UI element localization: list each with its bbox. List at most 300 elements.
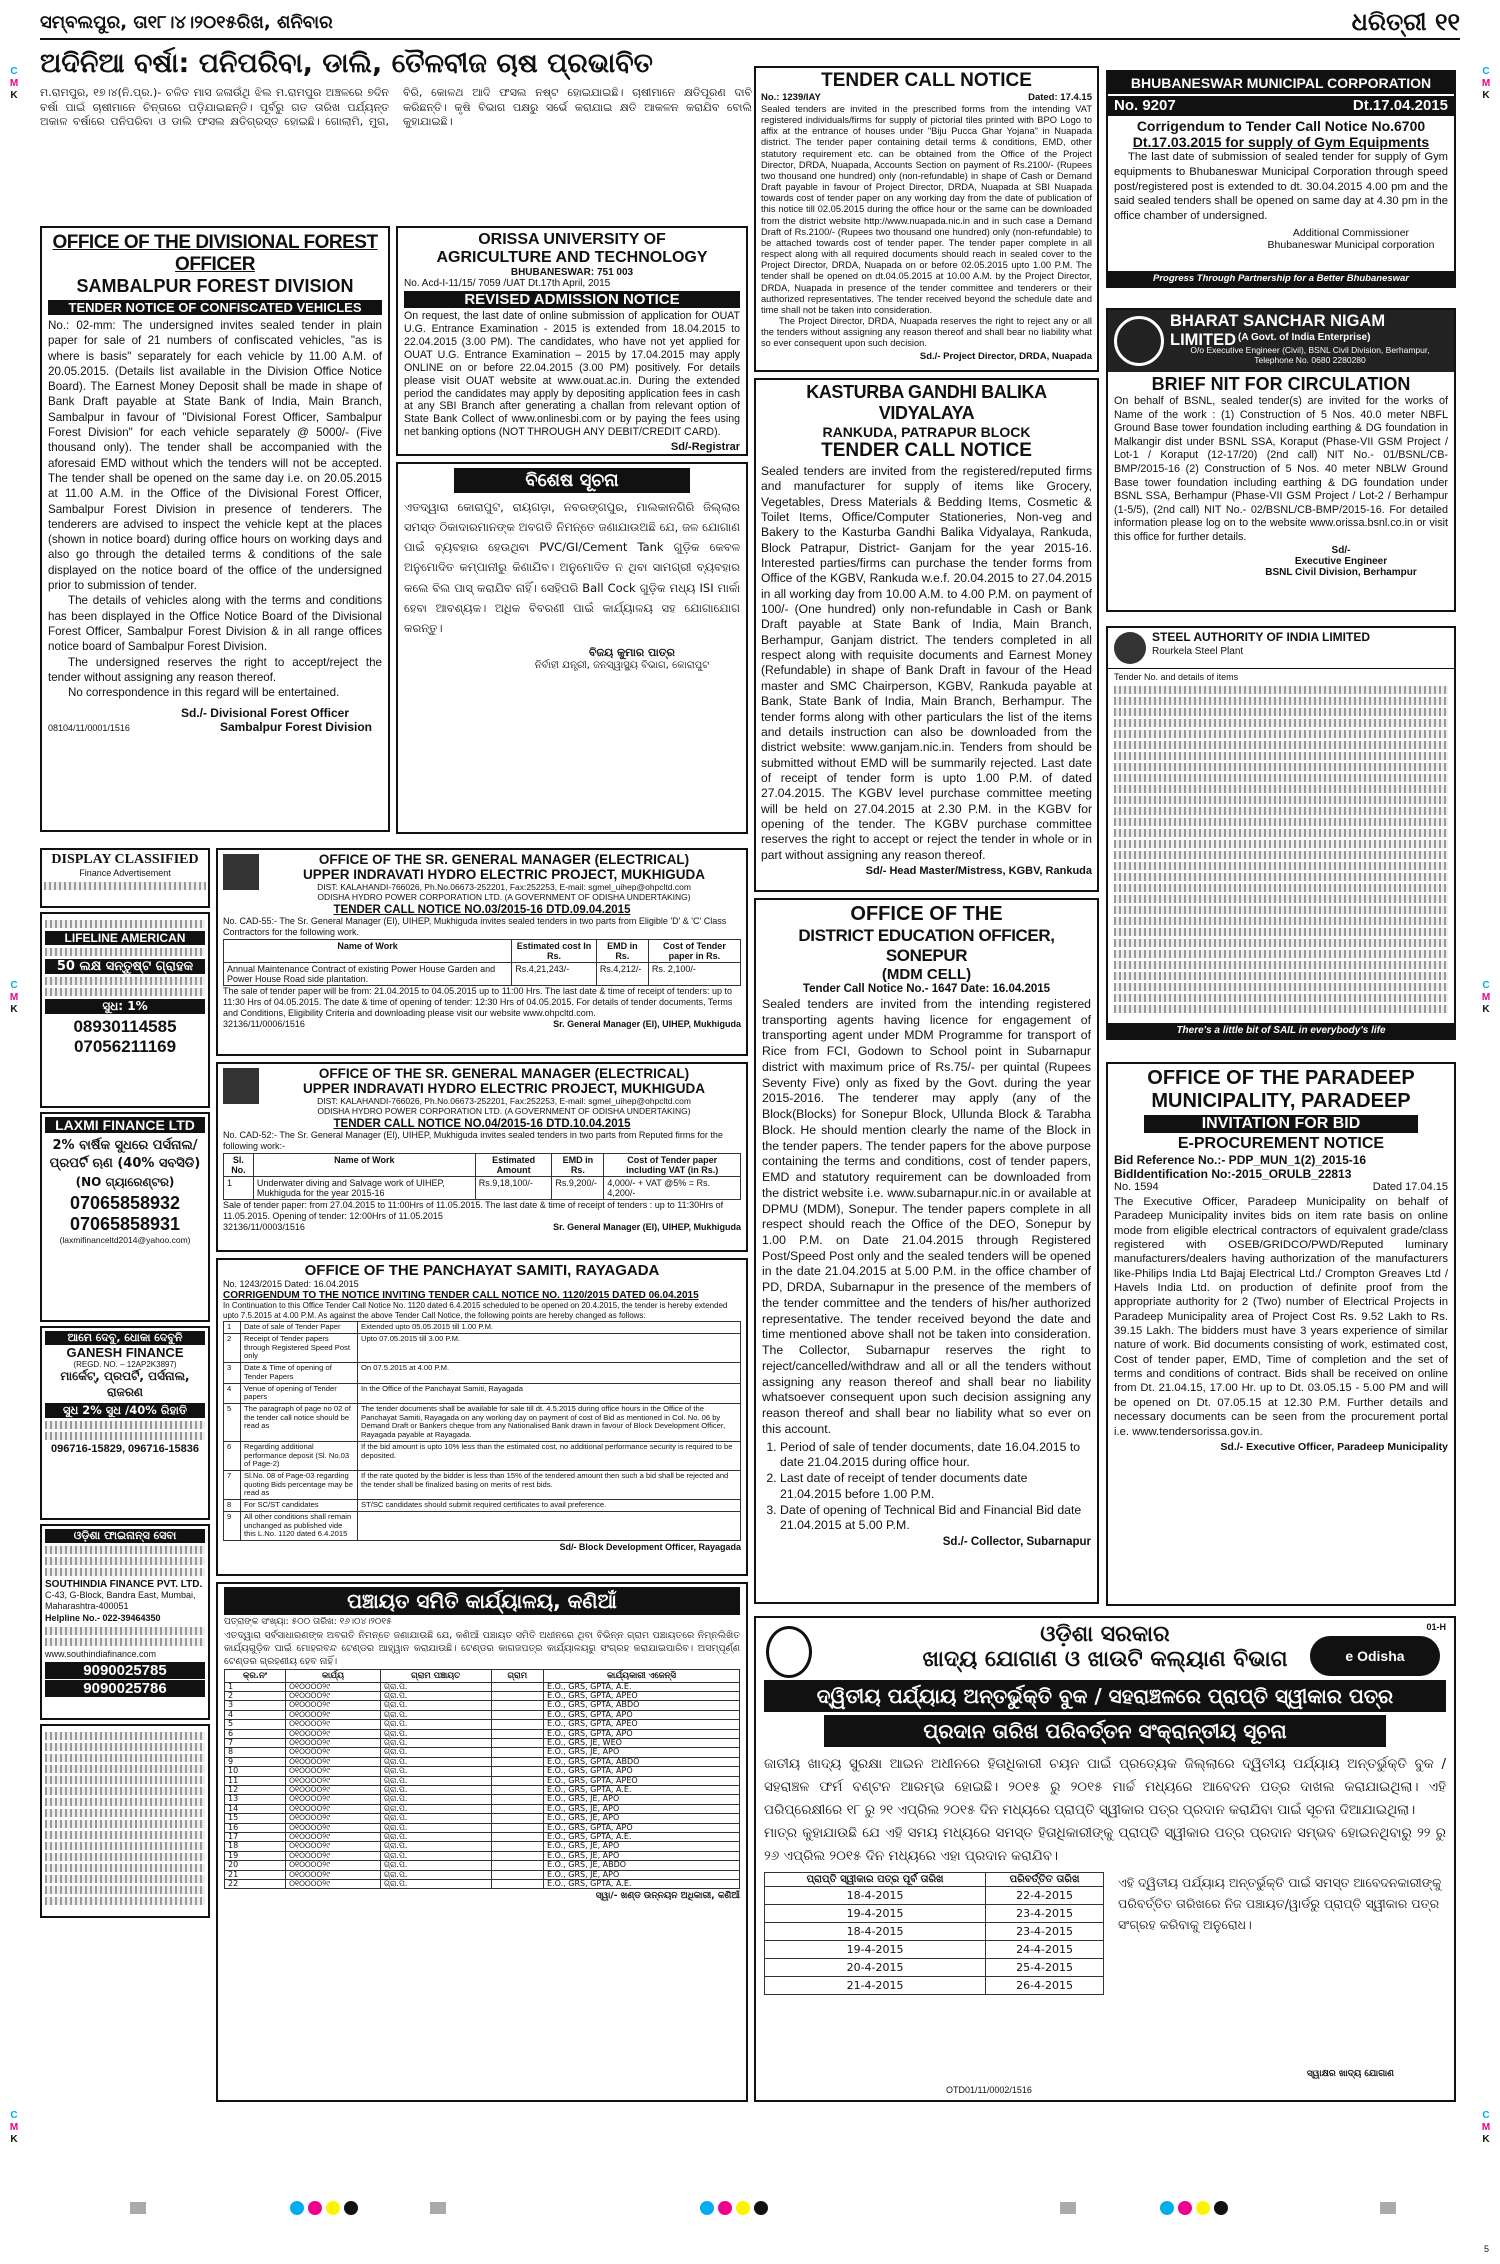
uihep1-note: The sale of tender paper will be from: 21.04.2015 to 04.05.2015 up to 11:00 Hrs. The last date & time of receipt of tenders: up to 11:30 Hrs of 04.05.2015. The date & time of opening of tender: 12:30 Hrs of 04.05.2015. For details of tender documents, Terms and Conditions, Eligibility Criteria and downloading please visit our website www.ohpcltd.com.	[223, 985, 733, 1018]
paradeep-title1: OFFICE OF THE PARADEEP	[1147, 1067, 1415, 1089]
panchayat-cell: ଗ୍ରା.ପ.	[380, 1757, 491, 1766]
rayagada-cell: 3	[224, 1363, 241, 1383]
kgbv-sig: Sd/- Head Master/Mistress, KGBV, Rankuda	[865, 864, 1092, 877]
panchayat-row	[225, 1720, 740, 1729]
panchayat-cell: 18	[225, 1842, 286, 1851]
panchayat-cell: ଗ୍ରା.ପ.	[380, 1842, 491, 1851]
uihep2-table	[223, 1153, 741, 1200]
bsnl-sig1: Sd/-	[1331, 544, 1351, 556]
reg-k: K	[10, 90, 18, 101]
uihep1-td: Rs. 2,100/-	[648, 962, 740, 985]
bmc-tagline: Progress Through Partnership for a Better Bhubaneswar	[1108, 271, 1454, 286]
panchayat-cell: E.O., GRS, GPTA, APEO	[544, 1720, 740, 1729]
deo-item: 1. Period of sale of tender documents, date 16.04.2015 to date 21.04.2015 during office hour.	[780, 1440, 1091, 1471]
kgbv-heading: TENDER CALL NOTICE	[821, 440, 1032, 461]
registration-mark-left	[6, 66, 22, 126]
panchayat-cell: E.O., GRS, JE, APO	[544, 1851, 740, 1860]
forest-title: OFFICE OF THE DIVISIONAL FOREST OFFICER	[52, 232, 378, 275]
panchayat-cell: 6	[225, 1729, 286, 1738]
reg-k: K	[1482, 90, 1490, 101]
uihep2-td: 4,000/- + VAT @5% = Rs. 4,200/-	[604, 1176, 741, 1199]
rayagada-row	[224, 1471, 741, 1500]
reg-c: C	[1482, 66, 1490, 77]
rayagada-title: OFFICE OF THE PANCHAYAT SAMITI, RAYAGADA	[304, 1262, 660, 1279]
masthead-title: ଧରିତ୍ରୀ ୧୧	[1351, 8, 1460, 36]
rayagada-row	[224, 1322, 741, 1334]
panchayat-cell	[491, 1823, 544, 1832]
panchayat-cell: ୦୧୦୦୦୦୨୯	[286, 1720, 381, 1729]
bsnl-title: BHARAT SANCHAR NIGAM LIMITED	[1170, 312, 1386, 349]
panchayat-cell: 11	[225, 1776, 286, 1785]
bmc-sub1: Corrigendum to Tender Call Notice No.6700	[1136, 118, 1426, 134]
panchayat-cell	[491, 1710, 544, 1719]
govt-dates-cell: 22-4-2015	[986, 1886, 1104, 1904]
panchayat-cell: 9	[225, 1757, 286, 1766]
panchayat-cell	[491, 1785, 544, 1794]
bsnl-sub: (A Govt. of India Enterprise)	[1238, 332, 1371, 343]
panchayat-cell: 19	[225, 1851, 286, 1860]
reg-dot-k	[1214, 2201, 1228, 2215]
govt-dates-cell: 23-4-2015	[986, 1904, 1104, 1922]
deo-body: Sealed tenders are invited from the intending registered transporting agents having licence for engagement of transporting agent under MDM Programme for transport of Rice from FCI, Godown to School point in Subarnapur district with maximum price of Rs.75/- per quintal (Rupees Seventy Five) only as fixed by the Govt. during the year 2015-2016. The tenderer may apply (any of the Block(Blocks) for Sonepur Block, Ullunda Block & Tarabha Block. He should mention clearly the name of the Block in the tender papers. The tender papers for the above purpose containing the terms and conditions, cost of tender papers, EMD and statutory requirement can be downloaded from the district website i.e. www.subarnapur.nic.in or available at DPMU (MDM), Sonepur. The tender papers complete in all respect should reach the Office of the DEO, Sonepur by 1.00 P.M. on Date 21.04.2015 through Registered Post/Speed Post only and the sealed tenders will be opened in the date 21.04.2015 at 5.00 P.M. in the office chamber of PD, DRDA, Subarnapur in the presence of the members of the tender committee and the tenders of his/her authorized representative. The tender received beyond the date and time mentioned above shall not be taken into consideration. The Collector, Subarnapur reserves the right to reject/cancelled/withdraw and all or all the tenders without assigning any reason thereof and shall bear no liability whatsoever consequent upon such decision assigning any reason thereof and shall bear no liability what so ever on this account.	[762, 997, 1091, 1436]
laxmi-phone1: 07065858932	[69, 1193, 181, 1214]
reg-dot-y	[736, 2201, 750, 2215]
drda-body2: The Project Director, DRDA, Nuapada reserves the right to reject any or all the tenders without assigning any reason thereof and shall bear no liability what so ever consequent upon such decision.	[761, 315, 1092, 349]
special-notice-body: ଏତଦ୍ୱାରା କୋରାପୁଟ, ରାୟଗଡ଼ା, ନବରଙ୍ଗପୁର, ମାଲକାନଗିରି ଜିଲ୍ଲାର ସମସ୍ତ ଠିକାଦାରମାନଙ୍କ ଅବଗତି ନିମନ୍ତେ ଜଣାଯାଉଅଛି ଯେ, ଜଳ ଯୋଗାଣ ପାଇଁ ବ୍ୟବହାର ହେଉଥିବା PVC/GI/Cement Tank ଗୁଡ଼ିକ କେବଳ ଅନୁମୋଦିତ କମ୍ପାନୀରୁ କିଣାଯିବ। ଅନୁମୋଦିତ ନ ଥିବା ସାମଗ୍ରୀ ବ୍ୟବହାର କଲେ ବିଲ ପାସ୍ କରାଯିବ ନାହିଁ। ସେହିପରି Ball Cock ଗୁଡ଼ିକ ମଧ୍ୟ ISI ମାର୍କା ହେବା ଆବଶ୍ୟକ। ଅଧିକ ବିବରଣୀ ପାଇଁ କାର୍ଯ୍ୟାଳୟ ସହ ଯୋଗାଯୋଗ କରନ୍ତୁ।	[404, 500, 740, 635]
bsnl-body: On behalf of BSNL, sealed tender(s) are invited for the works of Name of the work : (1) Construction of 5 Nos. 40.0 meter NBFL Ground Base tower foundation including earthing & DG foundation in Malkangir dist under BSNL SSA, Koraput (Phase-VII GSM Project / Lot-1 / Koraput (12-17/20) (2nd call) NIT No.- 01/BSNL/CB-BMP/2015-16 (2) Construction of 5 Nos. 40 meter NBLW Ground Base tower foundation including earthing & DG foundation under BSNL SSA, Berhampur (Phase-VII GSM Project / Lot-2 / Berhampur (1-5/5), (2nd call) NIT No.- 02/BSNL/CB-BMP/2015-16. For detailed information please log on to the website www.orissa.bsnl.co.in or visit this office for further details.	[1114, 395, 1448, 543]
uihep2-addr: DIST: KALAHANDI-766026, Ph.No.06673-252201, Fax:252253, E-mail: sgmel_uihep@ohpcltd.com	[317, 1096, 691, 1106]
lifeline-ad	[40, 912, 210, 1108]
forest-tender-notice	[40, 226, 390, 832]
sail-tender	[1106, 626, 1456, 1040]
rayagada-cell: 7	[224, 1471, 241, 1500]
uihep2-th: Sl. No.	[224, 1153, 254, 1176]
rayagada-cell: Upto 07.05.2015 till 3.00 P.M.	[358, 1333, 741, 1362]
panchayat-cell: 20	[225, 1861, 286, 1870]
reg-m: M	[9, 992, 19, 1003]
govt-dates-row	[765, 1904, 1104, 1922]
southindia-web: www.southindiafinance.com	[45, 1648, 157, 1659]
forest-p1: No.: 02-mm: The undersigned invites sealed tender in plain paper for sale of 21 numbers of confiscated vehicles, "as is where is basis" separately for each vehicle by 11.00 A.M. of 20.05.2015. (Details list available in the Division Office Notice Board). The Earnest Money Deposit shall be made in shape of Bank Draft payable at State Bank of India, Main Branch, Sambalpur in favour of "Divisional Forest Officer, Sambalpur Forest Division" for each vehicle separately @ 5000/- (Five thousand only). The tender shall be accompanied with the aforesaid EMD without which the tenders will not be accepted. The tender shall be opened on the same day i.e. on 20.05.2015 at 11.00 A.M. in the Office of the Divisional Forest Officer, Sambalpur Forest Division in presence of tenderers. The tenderers are advised to inspect the vehicle kept at the places (shown in notice board) during office hours on working days and also go through the detailed terms & conditions of the sale displayed on the notice board of the office of the undersigned prior to submission of tender.	[48, 319, 382, 593]
panchayat-cell	[491, 1701, 544, 1710]
rayagada-row	[224, 1333, 741, 1362]
panchayat-row	[225, 1701, 740, 1710]
panchayat-cell	[491, 1851, 544, 1860]
deo-tender-notice	[754, 898, 1099, 1604]
special-notice-sig2: ନିର୍ବାହୀ ଯନ୍ତ୍ରୀ, ଜନସ୍ୱାସ୍ଥ୍ୟ ବିଭାଗ, କୋରାପୁଟ	[534, 659, 710, 671]
panchayat-cell: ୦୧୦୦୦୦୨୯	[286, 1757, 381, 1766]
govt-dates-row	[765, 1922, 1104, 1940]
ouat-body: On request, the last date of online submission of application for OUAT U.G. Entrance Examination - 2015 is extended from 18.04.2015 to 22.04.2015 (3.00 PM). The candidates, who have not yet applied for OUAT U.G. Entrance Examination – 2015 by 17.04.2015 may apply ONLINE on or before 22.04.2015 (3.00 PM) positively. For details please visit OUAT website at www.ouat.ac.in. During the extended period the candidates may apply by depositing application fees in cash at any SBI Branch after generating a challan from relevant option of State Bank Collect of www.onlinesbi.com or by paying the fees using net banking options (NOT THROUGH ANY DEBIT/CREDIT CARD).	[404, 310, 740, 439]
panchayat-cell: E.O., GRS, GPTA, APO	[544, 1729, 740, 1738]
rayagada-cell: Venue of opening of Tender papers	[241, 1383, 358, 1403]
reg-k: K	[1482, 1004, 1490, 1015]
grey-patch	[1380, 2202, 1396, 2214]
uihep1-sig: Sr. General Manager (El), UIHEP, Mukhiguda	[553, 1019, 741, 1030]
panchayat-cell: 7	[225, 1739, 286, 1748]
southindia-phone1: 9090025785	[45, 1662, 205, 1679]
paradeep-sub: E-PROCUREMENT NOTICE	[1177, 1135, 1385, 1152]
panchayat-body: ଏତଦ୍ୱାରା ସର୍ବସାଧାରଣଙ୍କ ଅବଗତି ନିମନ୍ତେ ଜଣାଯାଉଛି ଯେ, କଣିଆଁ ପଞ୍ଚାୟତ ସମିତି ଅଧୀନରେ ଥିବା ବିଭିନ୍ନ ଗ୍ରାମ ପଞ୍ଚାୟତରେ ନିମ୍ନଲିଖିତ କାର୍ଯ୍ୟଗୁଡ଼ିକ ପାଇଁ ମୋହରବନ୍ଦ ଟେଣ୍ଡର ଆହ୍ୱାନ କରାଯାଉଛି। ଟେଣ୍ଡର କାଗଜପତ୍ର କାର୍ଯ୍ୟାଳୟରୁ ସଂଗ୍ରହ କରାଯାଇପାରିବ। ଅସମ୍ପୂର୍ଣ୍ଣ ଟେଣ୍ଡର ଗ୍ରହଣୀୟ ହେବ ନାହିଁ।	[224, 1630, 740, 1667]
forest-p3: The undersigned reserves the right to accept/reject the tender without assigning any reason thereof.	[48, 655, 382, 684]
kgbv-tender-notice	[754, 378, 1099, 892]
govt-dates-cell: 23-4-2015	[986, 1922, 1104, 1940]
panchayat-th: କାର୍ଯ୍ୟକାରୀ ଏଜେନ୍ସି	[544, 1669, 740, 1682]
panchayat-cell	[491, 1832, 544, 1841]
panchayat-row	[225, 1814, 740, 1823]
panchayat-cell	[491, 1757, 544, 1766]
forest-division: SAMBALPUR FOREST DIVISION	[76, 276, 354, 296]
uihep1-td: Annual Maintenance Contract of existing Power House Garden and Power House Road side plantation.	[224, 962, 512, 985]
bsnl-sig3: BSNL Civil Division, Berhampur	[1265, 566, 1417, 578]
ouat-ref: No. Acd-I-11/15/ 7059 /UAT Dt.17th April, 2015	[404, 278, 611, 289]
panchayat-cell: 12	[225, 1785, 286, 1794]
deo-item: 2. Last date of receipt of tender documents date 21.04.2015 before 1.00 P.M.	[780, 1471, 1091, 1502]
rayagada-cell: If the bid amount is upto 10% less than the estimated cost, no additional performance security is required to be deposited.	[358, 1441, 741, 1470]
rayagada-cell: 8	[224, 1500, 241, 1512]
drda-ref: No.: 1239/IAY	[761, 92, 821, 103]
panchayat-cell	[491, 1776, 544, 1785]
page-number: 5	[1484, 2244, 1490, 2254]
govt-title1: ଓଡ଼ିଶା ସରକାର	[1040, 1622, 1170, 1647]
uihep1-corp: ODISHA HYDRO POWER CORPORATION LTD. (A GOVERNMENT OF ODISHA UNDERTAKING)	[317, 892, 691, 902]
panchayat-th: କାର୍ଯ୍ୟ	[286, 1669, 381, 1682]
sail-sub: Rourkela Steel Plant	[1152, 646, 1244, 657]
panchayat-cell	[491, 1795, 544, 1804]
uihep2-note: Sale of tender paper: from 27.04.2015 to 11:00Hrs of 11.05.2015. The last date & time of receipt of tenders : up to 11:30Hrs of 11.05.2015. Opening of tender: 12:00Hrs of 11.05.2015	[223, 1199, 724, 1221]
panchayat-cell: ଗ୍ରା.ପ.	[380, 1814, 491, 1823]
panchayat-cell: ୦୧୦୦୦୦୨୯	[286, 1692, 381, 1701]
kgbv-sub: RANKUDA, PATRAPUR BLOCK	[822, 424, 1031, 440]
panchayat-cell: 4	[225, 1710, 286, 1719]
color-bar	[0, 2196, 1500, 2226]
rayagada-cell: Date of sale of Tender Paper	[241, 1322, 358, 1334]
uihep1-td: Rs.4,212/-	[596, 962, 648, 985]
panchayat-table	[224, 1669, 740, 1890]
panchayat-cell: ୦୧୦୦୦୦୨୯	[286, 1767, 381, 1776]
laxmi-phone2: 07065858931	[69, 1214, 181, 1235]
uihep-tender-1	[216, 848, 748, 1056]
paradeep-date: Dated 17.04.15	[1372, 1181, 1448, 1193]
panchayat-cell: ୦୧୦୦୦୦୨୯	[286, 1870, 381, 1879]
govt-para1: ଜାତୀୟ ଖାଦ୍ୟ ସୁରକ୍ଷା ଆଇନ ଅଧୀନରେ ହିତାଧିକାରୀ ଚୟନ ପାଇଁ ପ୍ରତ୍ୟେକ ଜିଲ୍ଲାରେ ଦ୍ୱିତୀୟ ପର୍ଯ୍ୟାୟ ଅନ୍ତର୍ଭୁକ୍ତି ବୁକ / ସହରାଞ୍ଚଳ ଫର୍ମ ବଣ୍ଟନ ଆରମ୍ଭ ହୋଇଛି। ୨୦୧୫ ରୁ ୨୦୧୫ ମାର୍ଚ୍ଚ ମଧ୍ୟରେ ଆବେଦନ ପତ୍ର ଦାଖଲ କରାଯାଇଥିଲା। ଏହି ପରିପ୍ରେକ୍ଷୀରେ ୧୮ ରୁ ୨୧ ଏପ୍ରିଲ ୨୦୧୫ ଦିନ ମଧ୍ୟରେ ପ୍ରାପ୍ତି ସ୍ୱୀକାର ପତ୍ର ପ୍ରଦାନ କରାଯିବା ପାଇଁ ସୂଚନା ଦିଆଯାଇଥିଲା।	[764, 1756, 1446, 1818]
rayagada-row	[224, 1511, 741, 1540]
govt-dates-th: ପ୍ରାପ୍ତି ସ୍ୱୀକାର ପତ୍ର ପୂର୍ବ ତାରିଖ	[765, 1872, 986, 1886]
govt-tag: 01-H	[1426, 1622, 1446, 1632]
reg-dot-m	[718, 2201, 732, 2215]
rayagada-heading: CORRIGENDUM TO THE NOTICE INVITING TENDER CALL NOTICE NO. 1120/2015 DATED 06.04.2015	[223, 1290, 699, 1302]
panchayat-cell: ଗ୍ରା.ପ.	[380, 1851, 491, 1860]
bmc-sig2: Bhubaneswar Municipal corporation	[1267, 238, 1435, 251]
panchayat-cell: ୦୧୦୦୦୦୨୯	[286, 1832, 381, 1841]
panchayat-ref: ପତ୍ରାଙ୍କ ସଂଖ୍ୟା: ୫୦୦ ତାରିଖ: ୧୬।୦୪।୨୦୧୫	[224, 1617, 392, 1627]
panchayat-row	[225, 1767, 740, 1776]
bmc-body: The last date of submission of sealed tender for supply of Gym equipments to Bhubaneswar Municipal Corporation through speed post/registered post is extended to dt. 30.04.2015 4.00 pm and the said sealed tenders shall be opened on same day at 4.30 pm in the office chamber of undersigned.	[1114, 151, 1448, 223]
uihep1-th: Name of Work	[224, 939, 512, 962]
panchayat-cell: ୦୧୦୦୦୦୨୯	[286, 1729, 381, 1738]
masthead-date: ସମ୍ବଲପୁର, ତା୧୮।୪।୨୦୧୫ରିଖ, ଶନିବାର	[40, 12, 333, 33]
ouat-subtitle: REVISED ADMISSION NOTICE	[404, 291, 740, 308]
southindia-top: ଓଡ଼ିଶା ଫାଇନାନ୍ସ ସେବା	[45, 1529, 205, 1543]
panchayat-cell: 21	[225, 1870, 286, 1879]
uihep1-title1: OFFICE OF THE SR. GENERAL MANAGER (ELECTRICAL)	[318, 852, 690, 867]
paradeep-body: The Executive Officer, Paradeep Municipality on behalf of Paradeep Municipality invites bids on item rate basis on online mode from eligible electrical contractors of equivalent grade/class registered with OSEB/GRIDCO/PWD/Reputed luminary manufacturers/dealers having authorization of the manufacturers like-Philips India Ltd Bajaj Electrical Ltd./ Crompton Greaves Ltd / Havels India Ltd. on production of definite proof from the appropriate authority for 2 (Two) number of Electrical Projects in Paradeep Municipality area of Project Cost Rs. 9.52 Lakh to Rs. 39.15 Lakh. The bidders must have 3 years experience of similar nature of work. Bid documents consisting of work, estimated cost, Cost of tender paper, EMD, Time of completion and the set of terms and conditions of contract. Bids shall be received on online from Dt. 21.04.15, 17.00 Hr. up to Dt. 03.05.15 - 5.00 PM and will be opened on Dt. 07.05.15 at 12.30 P.M. Further details and necessary documents can be seen from the procurement portal i.e. www.tendersorissa.gov.in.	[1114, 1196, 1448, 1438]
panchayat-cell: E.O., GRS, GPTA, ABDO	[544, 1701, 740, 1710]
reg-m: M	[1481, 78, 1491, 89]
bmc-title: BHUBANESWAR MUNICIPAL CORPORATION	[1108, 72, 1454, 94]
drda-tender-notice	[754, 66, 1099, 372]
panchayat-cell: ଗ୍ରା.ପ.	[380, 1729, 491, 1738]
rayagada-cell: 5	[224, 1404, 241, 1442]
uihep2-th: Estimated Amount	[475, 1153, 552, 1176]
ganesh-phone: 096716-15829, 096716-15836	[50, 1443, 200, 1456]
uihep1-heading: TENDER CALL NOTICE NO.03/2015-16 DTD.09.04.2015	[333, 904, 631, 916]
panchayat-cell: 10	[225, 1767, 286, 1776]
rayagada-row	[224, 1500, 741, 1512]
govt-emblem-icon	[766, 1626, 812, 1678]
forest-ref: 08104/11/0001/1516	[48, 723, 130, 734]
ganesh-rate: ସୁଧ 2% ସୁଧ /40% ରିହାତି	[45, 1403, 205, 1418]
panchayat-cell: ଗ୍ରା.ପ.	[380, 1776, 491, 1785]
panchayat-cell: ଗ୍ରା.ପ.	[380, 1682, 491, 1691]
uihep-tender-2	[216, 1062, 748, 1252]
bmc-sig1: Additional Commissioner	[1292, 226, 1410, 239]
panchayat-cell: 13	[225, 1795, 286, 1804]
panchayat-cell: 2	[225, 1692, 286, 1701]
panchayat-cell: ୦୧୦୦୦୦୨୯	[286, 1785, 381, 1794]
uihep1-title2: UPPER INDRAVATI HYDRO ELECTRIC PROJECT, MUKHIGUDA	[302, 867, 706, 882]
panchayat-th: ଗ୍ରାମ ପଞ୍ଚାୟତ	[380, 1669, 491, 1682]
southindia-title: SOUTHINDIA FINANCE PVT. LTD.	[45, 1579, 203, 1590]
uihep2-td: Rs.9,200/-	[552, 1176, 604, 1199]
reg-m: M	[9, 2122, 19, 2133]
rayagada-ref: No. 1243/2015 Dated: 16.04.2015	[223, 1279, 359, 1289]
paradeep-no: No. 1594	[1114, 1181, 1159, 1193]
uihep1-logo-icon	[223, 854, 259, 890]
registration-mark-right	[1478, 66, 1494, 126]
panchayat-cell	[491, 1692, 544, 1701]
reg-c: C	[1482, 980, 1490, 991]
govt-dates-row	[765, 1886, 1104, 1904]
display-classified-sub: Finance Advertisement	[79, 868, 171, 878]
uihep1-td: Rs.4,21,243/-	[512, 962, 597, 985]
panchayat-cell	[491, 1842, 544, 1851]
reg-c: C	[1482, 2110, 1490, 2121]
rayagada-row	[224, 1363, 741, 1383]
kgbv-body: Sealed tenders are invited from the registered/reputed firms and manufacturer for supply of items like Grocery, Vegetables, Dress Materials & Bedding Items, Cosmetic & Toilet Items, Office/Computer Stationeries, Non-veg and Bakery to the Kasturba Gandhi Balika Vidyalaya, Rankuda, Block Patrapur, District- Ganjam for the year 2015-16. Interested parties/firms can purchase the tender forms from Office of the KGBV, Rankuda w.e.f. 20.04.2015 to 27.04.2015 in all working day from 10.00 A.M. to 4.00 P.M. on payment of 100/- (One hundred) only non-refundable in Cash or Bank Draft payable at State Bank of India, Main Branch, Berhampur, Ganjam district. The tenders completed in all respect along with requisite documents and Earnest Money (Refundable) in shape of Bank Draft in favour of the Head master and SMC Chairperson, KGBV, Rankuda payable at Bank, State Bank of India, Main Branch, Berhampur. The tender forms along with other particulars the list of the items and details instruction can also be downloaded from the district website: www.ganjam.nic.in. Tenders from should be submitted without EMD will be summarily rejected. Last date of receipt of tender form is upto 1.00 P.M. of dated 27.04.2015. The KGBV level purchase committee meeting will be held on 27.04.2015 at 2.30 P.M. in the KGBV for opening of the tender. The KGBV purchase committee reserves the right to accept or reject the tender in whole or in part without assigning any reason thereof.	[761, 464, 1092, 862]
panchayat-cell: ଗ୍ରା.ପ.	[380, 1870, 491, 1879]
panchayat-cell: E.O., GRS, GPTA, A.E.	[544, 1832, 740, 1841]
reg-m: M	[1481, 2122, 1491, 2133]
paradeep-bidref: Bid Reference No.:- PDP_MUN_1(2)_2015-16	[1114, 1153, 1367, 1167]
panchayat-cell: ଗ୍ରା.ପ.	[380, 1795, 491, 1804]
panchayat-row	[225, 1879, 740, 1888]
panchayat-title: ପଞ୍ଚାୟତ ସମିତି କାର୍ଯ୍ୟାଳୟ, କଣିଆଁ	[224, 1587, 740, 1615]
panchayat-cell: ୦୧୦୦୦୦୨୯	[286, 1739, 381, 1748]
panchayat-cell: E.O., GRS, GPTA, A.E.	[544, 1785, 740, 1794]
govt-title2: ଖାଦ୍ୟ ଯୋଗାଣ ଓ ଖାଉଟି କଲ୍ୟାଣ ବିଭାଗ	[922, 1647, 1288, 1672]
ouat-title1: ORISSA UNIVERSITY OF	[478, 231, 666, 248]
ouat-sig: Sd/-Registrar	[670, 441, 740, 454]
panchayat-th: କ୍ର.ନଂ	[225, 1669, 286, 1682]
deo-sub: (MDM CELL)	[881, 966, 972, 983]
panchayat-cell: ଗ୍ରା.ପ.	[380, 1832, 491, 1841]
kgbv-title: KASTURBA GANDHI BALIKA VIDYALAYA	[806, 382, 1047, 423]
panchayat-cell: E.O., GRS, GPTA, A.E.	[544, 1879, 740, 1888]
reg-m: M	[1481, 992, 1491, 1003]
southindia-finance-ad	[40, 1524, 210, 1720]
panchayat-row	[225, 1795, 740, 1804]
rayagada-cell: For SC/ST candidates	[241, 1500, 358, 1512]
uihep2-th: EMD in Rs.	[552, 1153, 604, 1176]
deo-item: 3. Date of opening of Technical Bid and Financial Bid date 21.04.2015 at 5.00 P.M.	[780, 1503, 1091, 1534]
panchayat-cell	[491, 1879, 544, 1888]
govt-dates-cell: 26-4-2015	[986, 1976, 1104, 1994]
rayagada-cell: ST/SC candidates should submit required certificates to avail preference.	[358, 1500, 741, 1512]
grey-patch	[130, 2202, 146, 2214]
drda-date: Dated: 17.4.15	[1028, 92, 1092, 103]
panchayat-cell: 15	[225, 1814, 286, 1823]
uihep2-td: 1	[224, 1176, 254, 1199]
panchayat-cell: ୦୧୦୦୦୦୨୯	[286, 1748, 381, 1757]
panchayat-cell: E.O., GRS, GPTA, APEO	[544, 1692, 740, 1701]
uihep2-td: Underwater diving and Salvage work of UIHEP, Mukhiguda for the year 2015-16	[253, 1176, 475, 1199]
ganesh-reg: (REGD. NO. – 12AP2K3897)	[73, 1360, 177, 1369]
uihep2-heading: TENDER CALL NOTICE NO.04/2015-16 DTD.10.04.2015	[333, 1118, 631, 1130]
panchayat-cell: ୦୧୦୦୦୦୨୯	[286, 1814, 381, 1823]
laxmi-email: (laxmifinanceltd2014@yahoo.com)	[59, 1235, 191, 1246]
rayagada-cell: On 07.5.2015 at 4.00 P.M.	[358, 1363, 741, 1383]
govt-dates-cell: 19-4-2015	[765, 1904, 986, 1922]
panchayat-cell	[491, 1870, 544, 1879]
panchayat-cell: E.O., GRS, JE, APO	[544, 1795, 740, 1804]
panchayat-row	[225, 1748, 740, 1757]
panchayat-cell: ଗ୍ରା.ପ.	[380, 1861, 491, 1870]
ganesh-offer: ମାର୍କେଟ୍, ପ୍ରପର୍ଟି, ପର୍ସନାଲ, ରାଜରଣ	[60, 1369, 190, 1399]
uihep1-ref: 32136/11/0006/1516	[223, 1019, 305, 1030]
rayagada-corrigendum	[216, 1258, 748, 1576]
panchayat-samiti-notice	[216, 1582, 748, 2102]
sail-rows	[1114, 686, 1448, 1013]
laxmi-title: LAXMI FINANCE LTD	[45, 1117, 205, 1133]
sail-line: Tender No. and details of items	[1114, 672, 1239, 682]
panchayat-cell: 3	[225, 1701, 286, 1710]
panchayat-row	[225, 1870, 740, 1879]
govt-dates-row	[765, 1940, 1104, 1958]
bsnl-office: O/o Executive Engineer (Civil), BSNL Civil Division, Berhampur, Telephone No. 0680 2280280	[1190, 345, 1430, 366]
drda-title: TENDER CALL NOTICE	[821, 70, 1032, 91]
news-headline: ଅଦିନିଆ ବର୍ଷା: ପନିପରିବା, ଡାଲି, ତୈଳବୀଜ ଚାଷ ପ୍ରଭାବିତ	[40, 48, 653, 79]
panchayat-cell: ଗ୍ରା.ପ.	[380, 1804, 491, 1813]
rayagada-cell: 6	[224, 1441, 241, 1470]
rayagada-cell: 1	[224, 1322, 241, 1334]
uihep2-intro: No. CAD-52:- The Sr. General Manager (El), UIHEP, Mukhiguda invites sealed tenders in two parts from Reputed firms for the following work:-	[223, 1130, 723, 1152]
deo-sig: Sd./- Collector, Subarnapur	[942, 1535, 1091, 1548]
paradeep-title2: MUNICIPALITY, PARADEEP	[1151, 1090, 1411, 1112]
sail-title: STEEL AUTHORITY OF INDIA LIMITED	[1152, 630, 1371, 644]
lifeline-offer: 50 ଲକ୍ଷ ସନ୍ତୁଷ୍ଟ ଗ୍ରାହକ	[45, 959, 205, 974]
panchayat-row	[225, 1842, 740, 1851]
panchayat-cell: E.O., GRS, JE, APO	[544, 1748, 740, 1757]
rayagada-sig: Sd/- Block Development Officer, Rayagada	[559, 1542, 741, 1553]
govt-dates-cell: 25-4-2015	[986, 1958, 1104, 1976]
display-classified	[40, 848, 210, 908]
govt-dates-table	[764, 1872, 1104, 1995]
reg-dot-k	[754, 2201, 768, 2215]
registration-mark-right-bottom	[1478, 2110, 1494, 2170]
rayagada-cell: Sl.No. 08 of Page-03 regarding quoting Bids percentage may be read as	[241, 1471, 358, 1500]
bmc-no: No. 9207	[1114, 97, 1176, 114]
special-notice	[396, 462, 748, 834]
panchayat-cell: ୦୧୦୦୦୦୨୯	[286, 1842, 381, 1851]
registration-mark-left-mid	[6, 980, 22, 1040]
rayagada-cell: Extended upto 05.05.2015 till 1.00 P.M.	[358, 1322, 741, 1334]
grey-patch	[430, 2202, 446, 2214]
ouat-city: BHUBANESWAR: 751 003	[510, 267, 634, 278]
panchayat-cell: E.O., GRS, JE, APO	[544, 1870, 740, 1879]
panchayat-cell: 14	[225, 1804, 286, 1813]
rayagada-row	[224, 1441, 741, 1470]
bmc-sub2: Dt.17.03.2015 for supply of Gym Equipments	[1132, 134, 1430, 150]
ganesh-title: GANESH FINANCE	[66, 1345, 184, 1360]
govt-dates-cell: 18-4-2015	[765, 1886, 986, 1904]
panchayat-cell: ୦୧୦୦୦୦୨୯	[286, 1823, 381, 1832]
panchayat-cell: 8	[225, 1748, 286, 1757]
panchayat-cell: E.O., GRS, JE, APO	[544, 1804, 740, 1813]
food-supply-notice	[754, 1616, 1456, 2102]
rayagada-cell: The tender documents shall be available for sale till dt. 4.5.2015 during office hours in the Office of the Panchayat Samiti, Rayagada on any working day on payment of cost of Bid as mentioned in Col. No. 06 by Demand Draft or Bankers cheque from any Nationalised Bank drawn in favour of Block Development Officer, Rayagada payable at Rayagada.	[358, 1404, 741, 1442]
uihep1-th: Estimated cost In Rs.	[512, 939, 597, 962]
panchayat-cell	[491, 1748, 544, 1757]
forest-sig1: Sd./- Divisional Forest Officer	[180, 706, 350, 721]
paradeep-eprocurement	[1106, 1062, 1456, 1606]
paradeep-heading: INVITATION FOR BID	[1144, 1115, 1418, 1133]
rayagada-cell: Regarding additional performance deposit (Sl. No.03 of Page-2)	[241, 1441, 358, 1470]
panchayat-cell	[491, 1767, 544, 1776]
registration-mark-left-bottom	[6, 2110, 22, 2170]
panchayat-cell: ଗ୍ରା.ପ.	[380, 1785, 491, 1794]
drda-sig: Sd./- Project Director, DRDA, Nuapada	[919, 351, 1092, 363]
reg-c: C	[10, 2110, 18, 2121]
panchayat-cell: E.O., GRS, JE, APO	[544, 1842, 740, 1851]
southindia-addr: C-43, G-Block, Bandra East, Mumbai, Maharashtra-400051	[45, 1590, 196, 1612]
govt-banner2: ପ୍ରଦାନ ତାରିଖ ପରିବର୍ତ୍ତନ ସଂକ୍ରାନ୍ତୀୟ ସୂଚନା	[824, 1715, 1386, 1747]
ouat-admission-notice	[396, 226, 748, 456]
lifeline-title: LIFELINE AMERICAN	[45, 931, 205, 945]
sail-logo-icon	[1114, 632, 1146, 664]
panchayat-cell: ଗ୍ରା.ପ.	[380, 1692, 491, 1701]
panchayat-cell: ଗ୍ରା.ପ.	[380, 1739, 491, 1748]
govt-dates-cell: 19-4-2015	[765, 1940, 986, 1958]
panchayat-cell: ୦୧୦୦୦୦୨୯	[286, 1861, 381, 1870]
panchayat-cell	[491, 1804, 544, 1813]
govt-logo: e Odisha	[1310, 1636, 1440, 1676]
laxmi-note: (NO ଗ୍ୟାରେଣ୍ଟର)	[75, 1175, 175, 1190]
sail-tagline: There's a little bit of SAIL in everybody's life	[1108, 1023, 1454, 1038]
uihep2-td: Rs.9,18,100/-	[475, 1176, 552, 1199]
uihep2-sig: Sr. General Manager (El), UIHEP, Mukhiguda	[553, 1222, 741, 1232]
forest-subtitle: TENDER NOTICE OF CONFISCATED VEHICLES	[48, 300, 382, 315]
ganesh-finance-ad	[40, 1326, 210, 1520]
reg-dot-c	[700, 2201, 714, 2215]
uihep2-corp: ODISHA HYDRO POWER CORPORATION LTD. (A GOVERNMENT OF ODISHA UNDERTAKING)	[317, 1106, 691, 1116]
reg-dot-c	[290, 2201, 304, 2215]
govt-dates-cell: 21-4-2015	[765, 1976, 986, 1994]
uihep2-ref: 32136/11/0003/1516	[223, 1222, 305, 1232]
forest-sig2: Sambalpur Forest Division	[219, 720, 372, 735]
bsnl-sig2: Executive Engineer	[1294, 555, 1388, 567]
deo-items	[762, 1440, 1091, 1534]
